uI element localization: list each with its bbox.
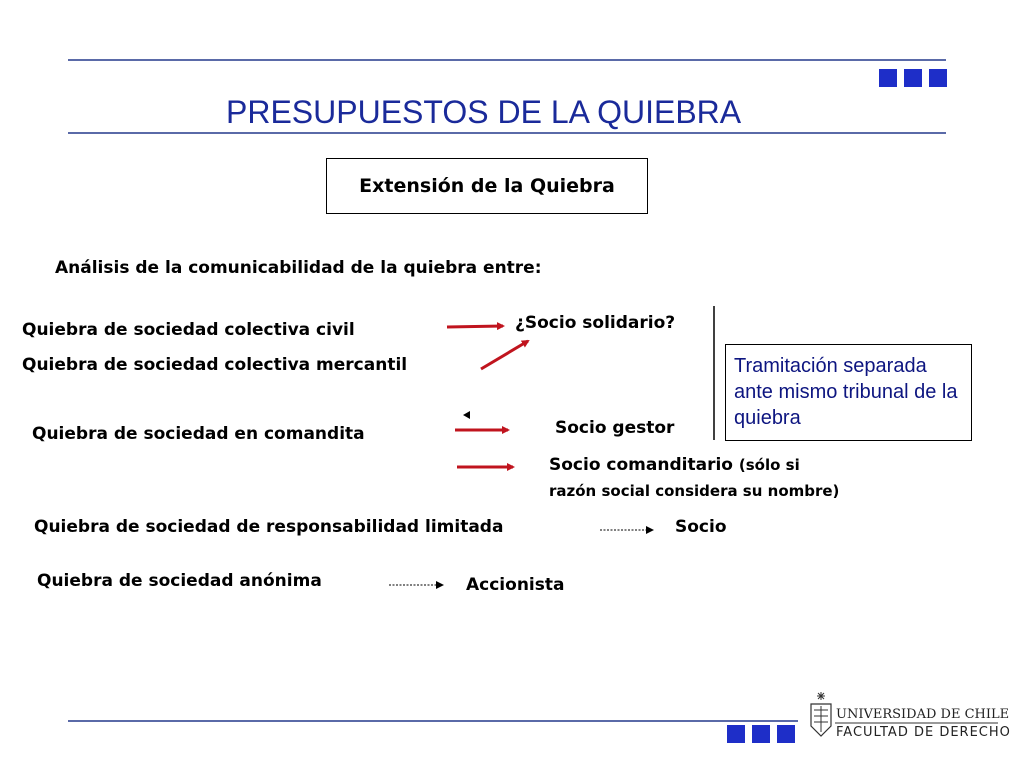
item-comandita: Quiebra de sociedad en comandita	[32, 424, 365, 444]
item-socio-comanditario: Socio comanditario	[549, 455, 733, 475]
item-socio-solidario: ¿Socio solidario?	[515, 313, 676, 333]
logo-line-2: FACULTAD DE DERECHO	[836, 725, 1011, 740]
comanditario-note-1: (sólo si	[738, 456, 800, 474]
logo-line-1: UNIVERSIDAD DE CHILE	[836, 707, 1010, 722]
item-socio-gestor: Socio gestor	[555, 418, 675, 438]
intro-text: Análisis de la comunicabilidad de la quiebra entre:	[55, 258, 542, 278]
item-limitada: Quiebra de sociedad de responsabilidad limitada	[34, 517, 504, 537]
item-socio: Socio	[675, 517, 727, 537]
item-accionista: Accionista	[466, 575, 565, 595]
item-civil: Quiebra de sociedad colectiva civil	[22, 320, 355, 340]
tramitacion-box: Tramitación separada ante mismo tribunal de la quiebra	[725, 344, 972, 441]
subtitle-box: Extensión de la Quiebra	[326, 158, 648, 214]
comanditario-note-2: razón social considera su nombre)	[549, 482, 840, 500]
item-anonima: Quiebra de sociedad anónima	[37, 571, 322, 591]
item-mercantil: Quiebra de sociedad colectiva mercantil	[22, 355, 408, 375]
slide-title: PRESUPUESTOS DE LA QUIEBRA	[226, 94, 742, 130]
